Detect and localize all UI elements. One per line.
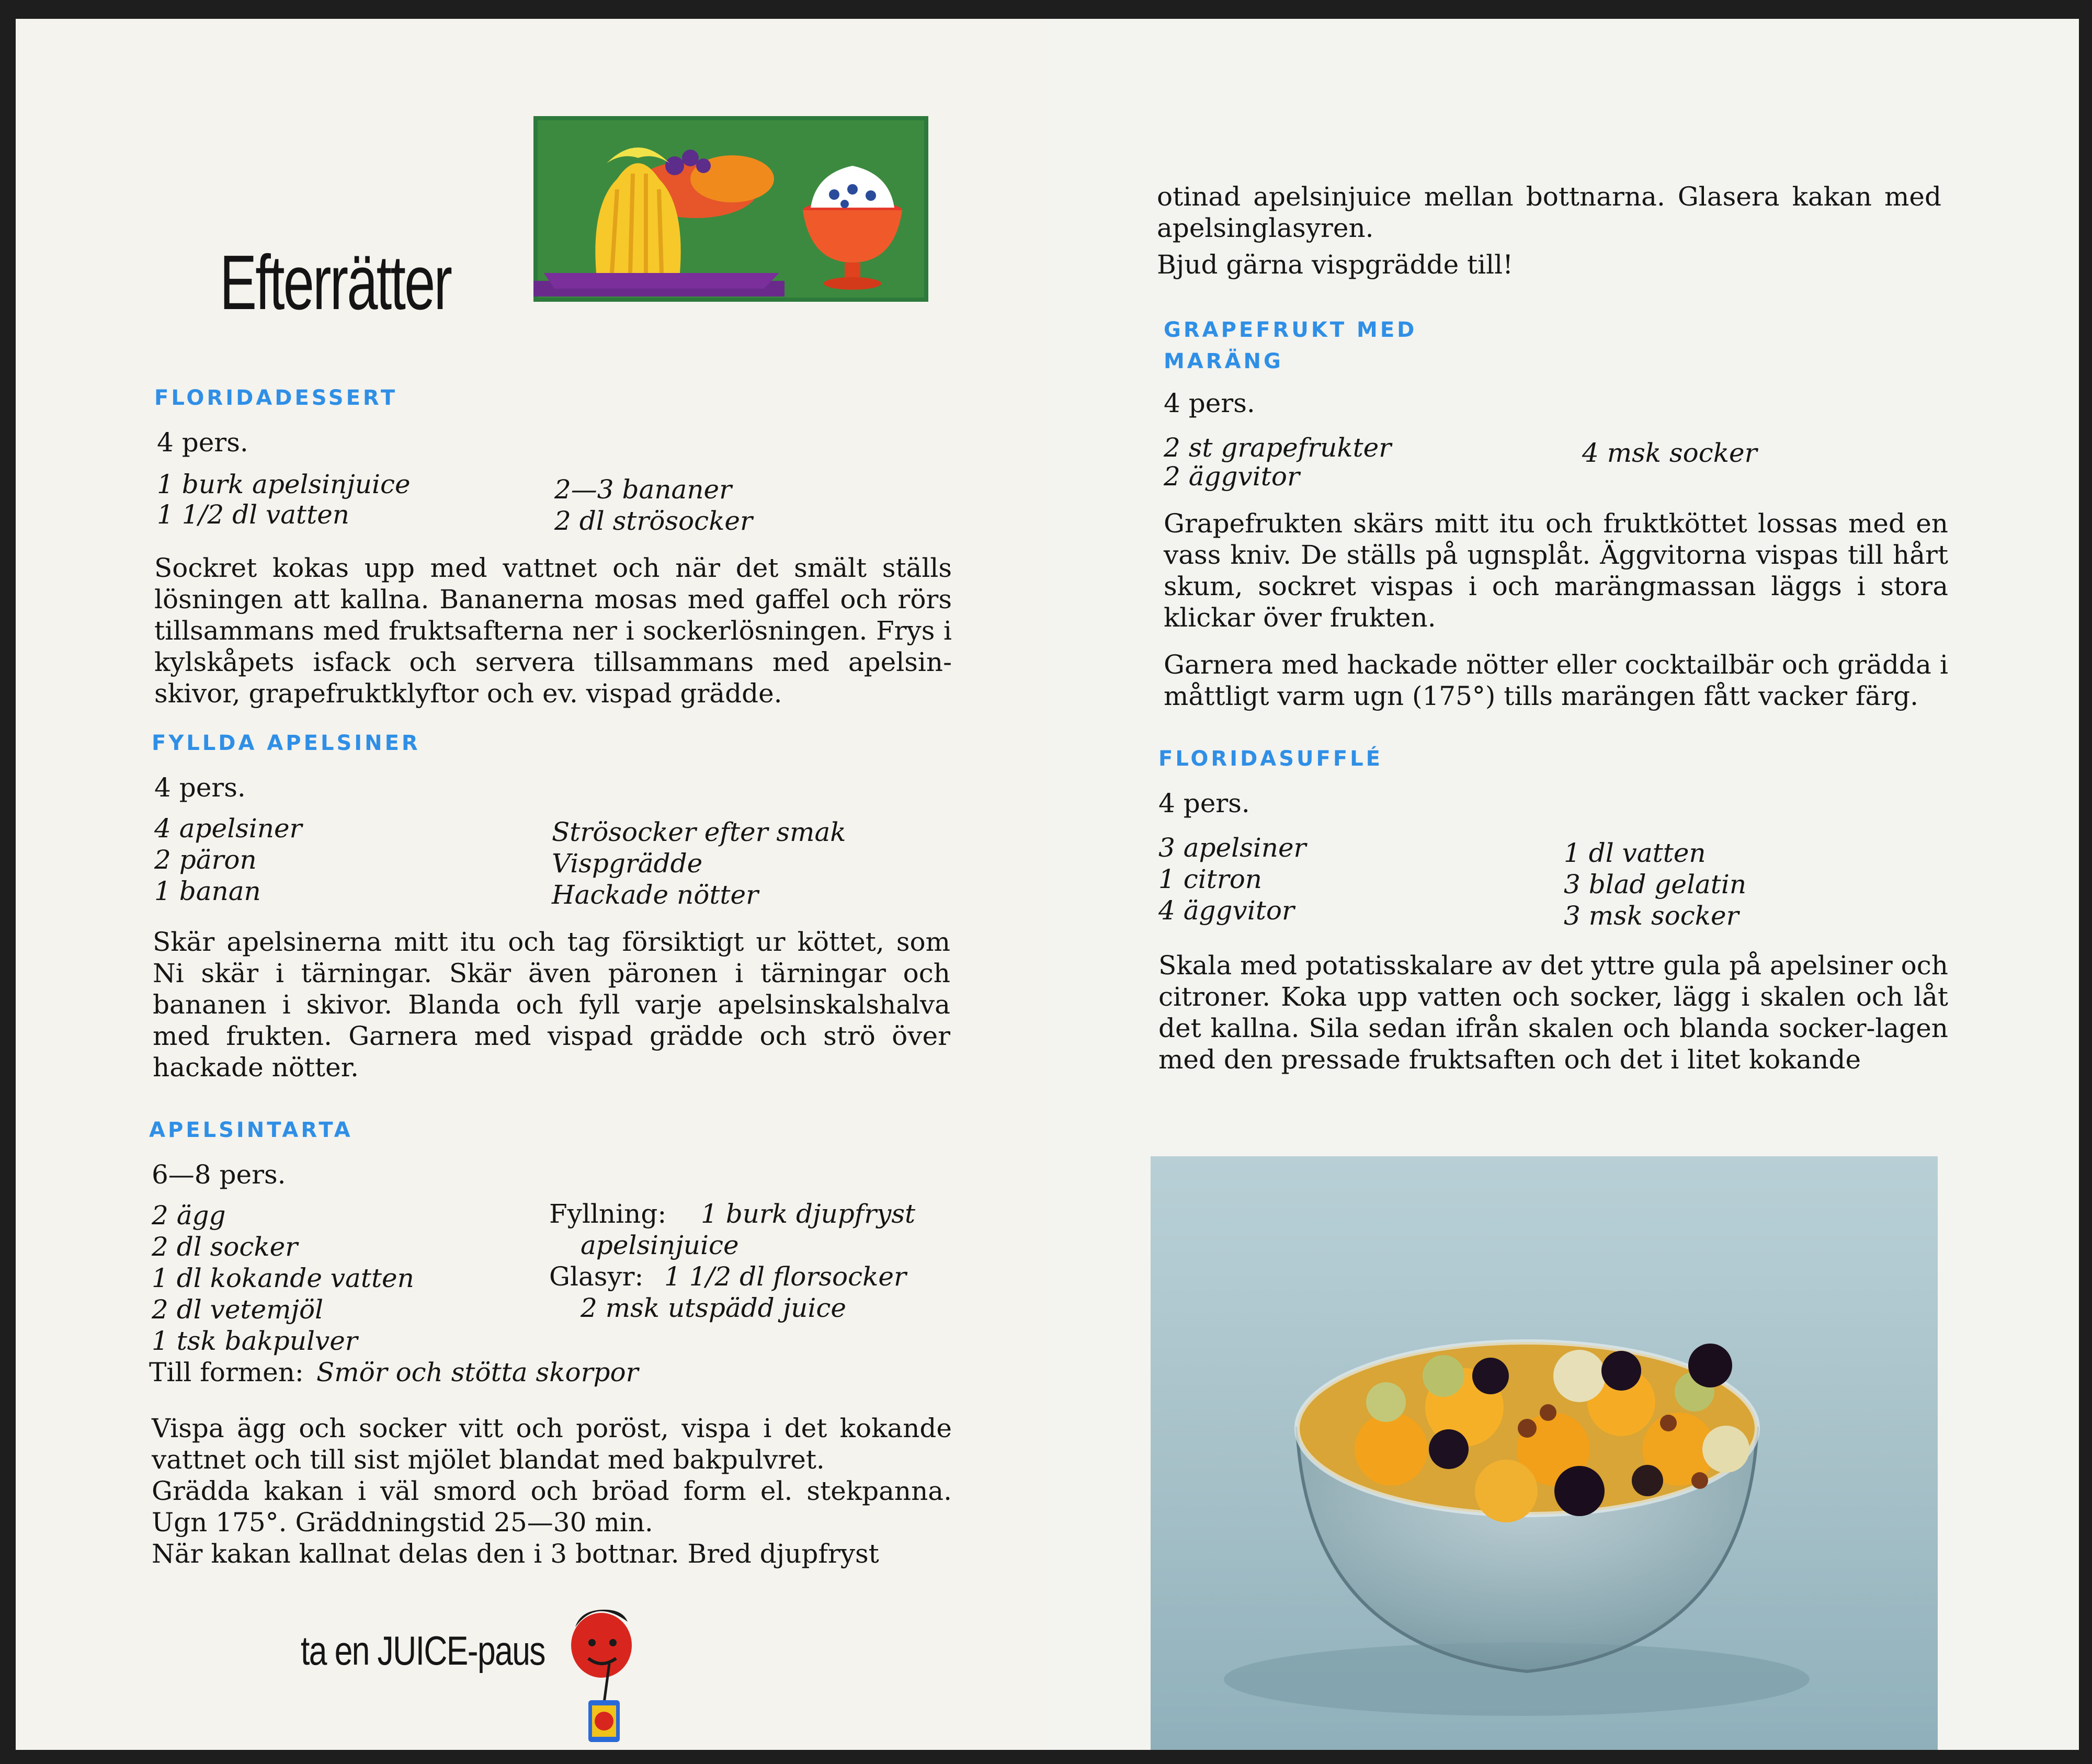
serves-apelsintarta: 6—8 pers.: [152, 1159, 286, 1190]
serves-fyllda: 4 pers.: [154, 772, 246, 803]
ingredient: 3 blad gelatin: [1564, 869, 1747, 900]
section-heading-grapefrukt-2: MARÄNG: [1164, 349, 1283, 373]
body-apelsintarta-2: Grädda kakan i väl smord och bröad form el. stekpanna. Ugn 175°. Gräddningstid 25—30 min.: [152, 1476, 952, 1538]
juice-paus-logo-text: ta en JUICE-paus: [301, 1628, 545, 1674]
serves-grapefrukt: 4 pers.: [1164, 388, 1255, 418]
ingredient: 3 apelsiner: [1158, 833, 1306, 863]
section-heading-floridasuffle: FLORIDASUFFLÉ: [1158, 747, 1383, 771]
dessert-illustration: [533, 116, 928, 302]
ingredient: 2 päron: [154, 845, 257, 875]
body-floridadessert: Sockret kokas upp med vattnet och när det smält ställs lösningen att kallna. Bananerna mosas med gaffel och rörs tillsammans med fruktsafterna ner i sockerlösningen. Frys i kylskåpets isfack och servera tillsammans med apelsin-skivor, grapefruktklyftor och ev. vispad grädde.: [154, 553, 952, 709]
ingredient: 1 citron: [1158, 864, 1262, 894]
serves-floridadessert: 4 pers.: [157, 427, 248, 458]
form-label: Till formen:: [149, 1357, 304, 1387]
body-fyllda: Skär apelsinerna mitt itu och tag försiktigt ur köttet, som Ni skär i tärningar. Skär även päronen i tärningar och bananen i skivor. Blanda och fyll varje apelsinskalshalva med frukten. Garnera med vispad grädde och strö över hackade nötter.: [153, 927, 950, 1083]
body-grapefrukt-1: Grapefrukten skärs mitt itu och fruktköttet lossas med en vass kniv. De ställs på ugnsplåt. Äggvitorna vispas till hårt skum, sockret vispas i och marängmassan läggs i stora klickar över frukten.: [1164, 508, 1948, 633]
body-apelsintarta-3: När kakan kallnat delas den i 3 bottnar. Bred djupfryst: [152, 1539, 879, 1569]
ingredient: 2 dl vetemjöl: [152, 1294, 324, 1325]
ingredient: 1 banan: [154, 876, 261, 906]
glaze-value: 1 1/2 dl florsocker: [664, 1261, 906, 1292]
ingredient: 1 burk apelsinjuice: [157, 469, 411, 499]
body-apelsintarta-1: Vispa ägg och socker vitt och poröst, vispa i det kokande vattnet och till sist mjölet blandat med bakpulvret.: [152, 1413, 952, 1475]
ingredient: 2 dl socker: [152, 1232, 298, 1262]
ingredient: Vispgrädde: [552, 848, 703, 879]
ingredient: 2—3 bananer: [554, 474, 732, 505]
ingredient: 1 1/2 dl vatten: [157, 499, 349, 530]
ingredient: 2 äggvitor: [1164, 461, 1300, 492]
ingredient: 1 dl kokande vatten: [152, 1263, 414, 1293]
continued-text-2: Bjud gärna vispgrädde till!: [1157, 249, 1514, 280]
body-grapefrukt-2: Garnera med hackade nötter eller cocktailbär och grädda i måttligt varm ugn (175°) tills marängen fått vacker färg.: [1164, 650, 1948, 711]
section-heading-grapefrukt: GRAPEFRUKT MED: [1164, 318, 1417, 342]
section-heading-fyllda-apelsiner: FYLLDA APELSINER: [152, 731, 420, 755]
continued-text-1: otinad apelsinjuice mellan bottnarna. Glasera kakan med apelsinglasyren.: [1157, 181, 1941, 243]
ingredient: 2 st grapefrukter: [1164, 433, 1392, 463]
form-value: Smör och stötta skorpor: [316, 1357, 639, 1387]
ingredient: Hackade nötter: [552, 880, 758, 910]
glaze-value-cont: 2 msk utspädd juice: [581, 1293, 846, 1323]
right-page: [1046, 19, 2079, 1750]
filling-label: Fyllning:: [549, 1199, 667, 1229]
ingredient: 4 äggvitor: [1158, 895, 1294, 926]
ingredient: 3 msk socker: [1564, 901, 1739, 931]
ingredient: 4 msk socker: [1582, 438, 1757, 468]
ingredient: 2 ägg: [152, 1200, 226, 1231]
left-page: [16, 19, 1049, 1750]
section-heading-apelsintarta: APELSINTARTA: [149, 1118, 353, 1142]
ingredient: 2 dl strösocker: [554, 506, 753, 536]
fruit-bowl-photo: [1151, 1156, 1938, 1750]
ingredient: Strösocker efter smak: [552, 817, 846, 847]
body-floridasuffle: Skala med potatisskalare av det yttre gula på apelsiner och citroner. Koka upp vatten och socker, lägg i skalen och låt det kallna. Sila sedan ifrån skalen och blanda socker-lagen med den pressade fruktsaften och det i litet kokande: [1158, 950, 1948, 1075]
filling-value-cont: apelsinjuice: [581, 1230, 739, 1260]
juice-mascot-icon: [560, 1598, 649, 1750]
ingredient: 4 apelsiner: [154, 813, 302, 844]
page-title: Efterrätter: [220, 240, 451, 326]
serves-floridasuffle: 4 pers.: [1158, 788, 1250, 818]
ingredient: 1 tsk bakpulver: [152, 1326, 358, 1356]
ingredient: 1 dl vatten: [1564, 838, 1706, 868]
glaze-label: Glasyr:: [549, 1261, 644, 1292]
filling-value: 1 burk djupfryst: [701, 1199, 916, 1229]
section-heading-floridadessert: FLORIDADESSERT: [154, 386, 398, 410]
